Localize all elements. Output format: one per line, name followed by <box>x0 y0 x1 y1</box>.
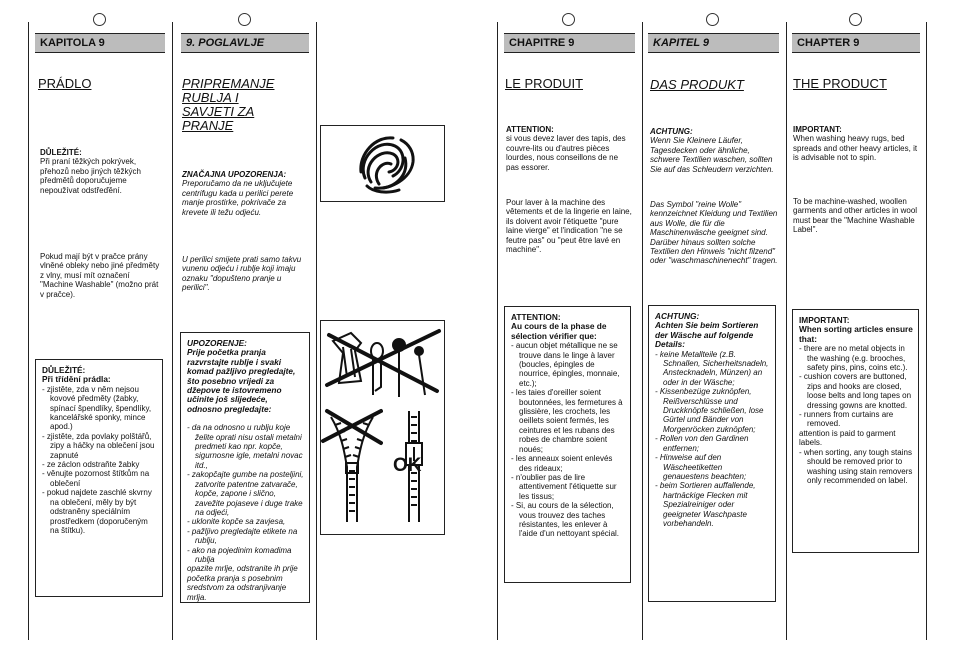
sorting-checklist <box>792 309 919 553</box>
sorting-checklist <box>504 306 631 583</box>
wool-symbol-panel <box>320 125 445 202</box>
warning-text: When washing heavy rugs, bed spreads and other heavy articles, it is advisable not to spin. <box>793 134 918 163</box>
list-item: - keine Metallteile (z.B. Schnallen, Sicherheitsnadeln, Anstecknadeln, Münzen) an oder in der Wäsche; <box>655 349 769 387</box>
wool-note: To be machine-washed, woollen garments and other articles in wool must bear the "Machine Washable Label". <box>793 197 918 235</box>
list-item: - ze záclon odstraňte žabky <box>42 460 140 470</box>
binding-hole-icon <box>706 13 719 26</box>
column-divider <box>926 22 927 640</box>
column-divider <box>642 22 643 640</box>
checklist-label: ACHTUNG: <box>655 311 700 321</box>
list-item: - zjistěte, zda v něm nejsou kovové předměty (žabky, spínací špendlíky, špendlíky, kancelářské sponky, mince apod.) <box>42 384 152 432</box>
spin-warning <box>650 127 778 174</box>
checklist-subtitle: Au cours de la phase de sélection vérifier que: <box>511 321 607 341</box>
spin-warning <box>182 170 310 217</box>
column-divider <box>172 22 173 640</box>
chapter-title: THE PRODUCT <box>793 76 887 91</box>
list-item: - beim Sortieren auffallende, hartnäckige Flecken mit Spezialreiniger oder geeigneter Waschpaste vorbehandeln. <box>655 481 756 528</box>
list-item: - les anneaux soient enlevés des rideaux; <box>511 454 613 473</box>
wool-note: U perilici smijete prati samo takvu vunenu odjeću i rublje koji imaju oznaku "dopušteno pranje u perilici". <box>182 255 302 293</box>
warning-label: ACHTUNG: <box>650 127 693 136</box>
column-divider <box>28 22 29 640</box>
list-item: - cushion covers are buttoned, zips and hooks are closed, loose belts and long tapes on dressing gowns are knotted. <box>799 372 912 410</box>
column-divider <box>497 22 498 640</box>
warning-label: ZNAČAJNA UPOZORENJA: <box>182 170 287 179</box>
sorting-checklist <box>180 332 310 603</box>
chapter-header: KAPITEL 9 <box>648 33 779 53</box>
warning-label: IMPORTANT: <box>793 125 842 134</box>
list-item: - les taies d'oreiller soient boutonnées, les fermetures à glissière, les crochets, les oeillets soient fermés, les ceintures et les rubans des robes de chambre soient noués; <box>511 388 623 454</box>
list-item: - uklonite kopče sa zavjesa, <box>187 517 286 527</box>
list-item: - pokud najdete zaschlé skvrny na oblečení, měly by být odstraněny speciálním prostředkem (doporučeným na štítku). <box>42 488 152 535</box>
warning-text: Preporučamo da ne uključujete centrifugu kada u perilici perete manje prostirke, pokrivače za krevete ili težu odjeću. <box>182 179 294 217</box>
list-item: opazite mrlje, odstranite ih prije početka pranja s posebnim sredstvom za odstranjivanje mrlja. <box>187 564 298 602</box>
list-item: - Si, au cours de la sélection, vous trouvez des taches résistantes, les enlever à l'aide d'un nettoyant spécial. <box>511 501 620 539</box>
chapter-header: CHAPTER 9 <box>792 33 920 53</box>
spin-warning <box>793 125 919 163</box>
list-item: - n'oublier pas de lire attentivement l'étiquette sur les tissus; <box>511 472 617 501</box>
warning-text: Wenn Sie Kleinere Läufer, Tagesdecken oder ähnliche, schwere Textilien waschen, sollten Sie auf das Schleudern verzichten. <box>650 136 774 174</box>
binding-hole-icon <box>238 13 251 26</box>
checklist-subtitle: When sorting articles ensure that: <box>799 324 913 344</box>
list-item: - Hinweise auf den Wäscheetiketten genauestens beachten; <box>655 453 747 481</box>
binding-hole-icon <box>562 13 575 26</box>
wool-note: Das Symbol "reine Wolle" kennzeichnet Kleidung und Textilien aus Wolle, die für die Maschinenwäsche geeignet sind. Darüber hinaus sollten solche Textilien den Hinweis "nicht filzend" oder "waschmaschinenecht" tragen. <box>650 200 778 266</box>
warning-text: si vous devez laver des tapis, des couvre-lits ou d'autres pièces lourdes, nous conseillons de ne pas essorer. <box>506 134 626 172</box>
list-item: - Kissenbezüge zuknöpfen, Reißverschlüsse und Druckknöpfe schließen, lose Gürtel und Bänder von Morgenröcken zuknöpfen; <box>655 387 764 434</box>
wool-note: Pour laver à la machine des vêtements et de la lingerie en laine, ils doivent avoir l'étiquette "pure laine vierge" et l'indication "ne se feutre pas" ou "peut être lavé en machine". <box>506 198 632 255</box>
sorting-checklist <box>35 359 163 597</box>
open-zipper-crossed-icon <box>321 407 383 527</box>
sorting-checklist <box>648 305 776 602</box>
checklist-label: ATTENTION: <box>511 312 561 322</box>
checklist-subtitle: Achten Sie beim Sortieren der Wäsche auf folgende Details: <box>655 320 759 350</box>
sorting-illustration-panel <box>320 320 445 535</box>
column-divider <box>316 22 317 640</box>
list-item: - zjistěte, zda povlaky polštářů, zipy a háčky na oblečení jsou zapnuté <box>42 431 155 460</box>
column-divider <box>786 22 787 640</box>
list-item: - aucun objet métallique ne se trouve dans le linge à laver (boucles, épingles de nourrice, épingles, monnaie, etc.); <box>511 341 620 388</box>
binding-hole-icon <box>849 13 862 26</box>
spin-warning <box>40 148 162 195</box>
list-item: attention is paid to garment labels. <box>799 428 896 448</box>
warning-label: DŮLEŽITÉ: <box>40 148 82 157</box>
warning-label: ATTENTION: <box>506 125 554 134</box>
binding-hole-icon <box>93 13 106 26</box>
chapter-title: PRIPREMANJE RUBLJA I SAVJETI ZA PRANJE <box>182 76 275 133</box>
list-item: - when sorting, any tough stains should be removed prior to washing using stain removers only recommended on label. <box>799 447 913 485</box>
wool-note: Pokud mají být v pračce prány vlněné obleky nebo jiné předměty z vlny, musí mít označení "Machine Washable" (možno prát v pračce). <box>40 252 160 299</box>
warning-text: Při praní těžkých pokrývek, přehozů nebo jiných těžkých předmětů doporučujeme nepoužívat odstřeďění. <box>40 157 141 195</box>
list-item: - pažljivo pregledajte etikete na rublju, <box>187 526 298 546</box>
list-item: - ako na pojedinim komadima rublja <box>187 545 292 564</box>
chapter-title: LE PRODUIT <box>505 76 584 91</box>
checklist-label: UPOZORENJE: <box>187 338 247 348</box>
chapter-header: KAPITOLA 9 <box>35 33 165 53</box>
metal-objects-crossed-icon <box>321 321 444 401</box>
list-item: - there are no metal objects in the washing (e.g. brooches, safety pins, pins, coins etc.). <box>799 344 908 373</box>
ok-label: OK <box>393 455 422 476</box>
checklist-subtitle: Prije početka pranja razvrstajte rublje i svaki komad pažljivo pregledajte, što posebno vrijedi za džepove te istovremeno učinite još slijedeće, odnosno pregledajte: <box>187 347 296 414</box>
chapter-header: 9. POGLAVLJE <box>181 33 309 53</box>
checklist-label: IMPORTANT: <box>799 315 850 325</box>
list-item: - da na odnosno u rublju koje želite oprati nisu ostali metalni predmeti kao npr. kopče, sigurnosne igle, metalni novac itd., <box>187 423 303 470</box>
checklist-label: DŮLEŽITÉ: <box>42 365 86 375</box>
checklist-subtitle: Při třídění prádla: <box>42 374 111 385</box>
list-item: - zakopčajte gumbe na posteljini, zatvorite patentne zatvarače, kopče, zapone i slično, zavežite pojaseve i duge trake na odjeći, <box>187 470 304 517</box>
list-item: - Rollen von den Gardinen entfernen; <box>655 434 749 453</box>
spin-warning <box>506 125 632 172</box>
list-item: - runners from curtains are removed. <box>799 410 894 429</box>
wool-mark-icon <box>321 126 444 201</box>
list-item: - věnujte pozornost štítkům na oblečení <box>42 469 150 488</box>
chapter-title: PRÁDLO <box>38 76 92 91</box>
chapter-title: DAS PRODUKT <box>650 77 744 92</box>
chapter-header: CHAPITRE 9 <box>504 33 635 53</box>
